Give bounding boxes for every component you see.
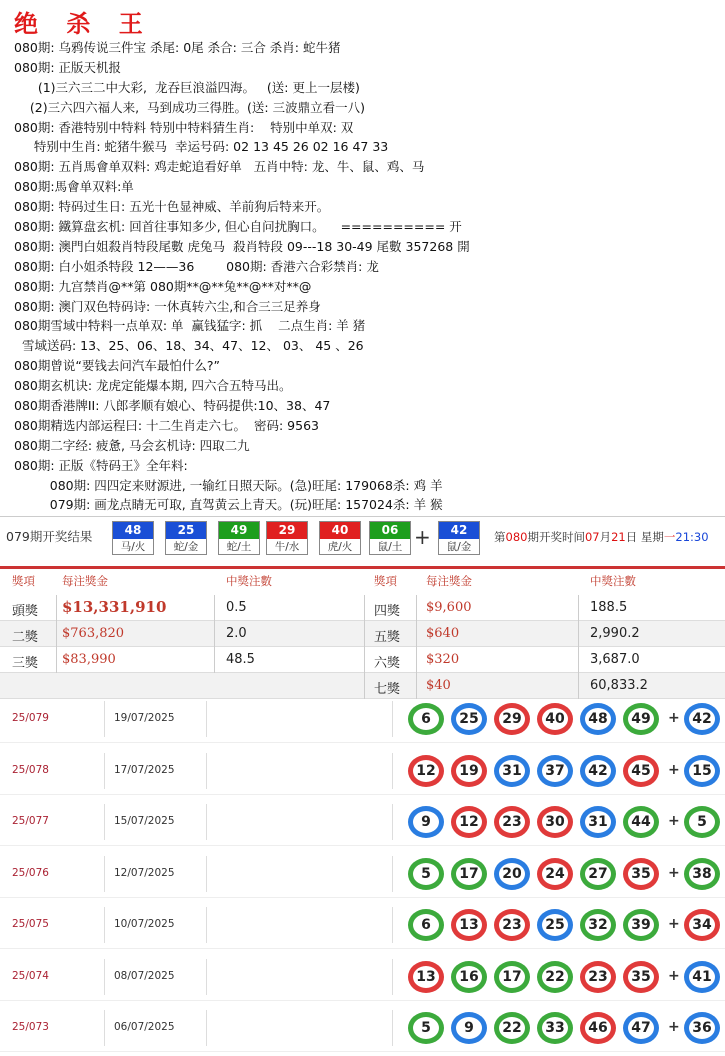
result-special-ball [438,521,480,555]
history-ball: 29 [494,703,530,735]
prediction-line: (2)三六四六福人来, 马到成功三得胜。(送: 三波鼎立看一八) [14,99,365,115]
result-ball-zodiac: 牛/水 [274,541,300,553]
history-ball: 23 [580,961,616,993]
result-ball [266,521,308,555]
prize-count: 0.5 [226,600,247,615]
history-ball: 35 [623,961,659,993]
history-ball: 5 [408,1012,444,1044]
history-issue: 25/074 [12,969,49,982]
result-ball-number: 25 [166,522,206,539]
history-ball: 33 [537,1012,573,1044]
prediction-line: 080期: 澳门双色特码诗: 一休真转六尘,和合三三足养身 [14,298,321,314]
history-ball: 13 [408,961,444,993]
history-row [0,1004,725,1052]
prediction-line: 080期: 九宫禁肖@**第 080期**@**兔**@**对**@ [14,278,312,294]
prediction-line: 080期: 香港特别中特料 特别中特料猜生肖: 特别中单双: 双 [14,119,354,135]
history-ball: 9 [408,806,444,838]
history-special-ball: 34 [684,909,720,941]
prize-header-count: 中獎注數 [226,574,272,588]
history-special-ball: 41 [684,961,720,993]
prediction-line: 080期: 正版《特码王》全年料: [14,457,188,473]
prize-name: 三獎 [12,656,39,671]
history-ball: 31 [494,755,530,787]
result-ball-number: 29 [267,522,307,539]
result-ball-zodiac: 蛇/金 [173,541,199,553]
history-ball: 13 [451,909,487,941]
prediction-line: 080期曾说“要钱去问汽车最怕什么?” [14,358,220,374]
history-ball: 30 [537,806,573,838]
history-date: 15/07/2025 [114,815,175,827]
prize-amount: $320 [426,652,460,667]
history-date: 08/07/2025 [114,969,175,982]
history-date: 06/07/2025 [114,1021,175,1033]
prediction-line: 079期: 画龙点睛无可取, 直驾黄云上青天。(玩)旺尾: 157024杀: 羊 猴 [14,497,443,513]
history-plus-sign: + [668,1019,680,1035]
result-ball [218,521,260,555]
history-ball: 47 [623,1012,659,1044]
history-ball: 12 [408,755,444,787]
history-row [0,901,725,949]
prize-row [0,647,725,673]
prediction-line: 080期雪域中特料一点单双: 单 赢钱猛字: 抓 二点生肖: 羊 猪 [14,318,366,334]
history-ball: 48 [580,703,616,735]
history-plus-sign: + [668,916,680,932]
prize-count: 3,687.0 [590,652,640,667]
prize-name: 五獎 [374,630,401,645]
history-row [0,695,725,743]
prize-count: 60,833.2 [590,678,648,693]
history-ball: 42 [580,755,616,787]
prize-table [0,566,725,697]
result-ball-number: 42 [439,522,479,539]
history-issue: 25/079 [12,712,49,724]
prize-amount: $83,990 [62,652,116,667]
result-ball-number: 48 [113,522,153,539]
history-special-ball: 15 [684,755,720,787]
history-ball: 46 [580,1012,616,1044]
history-ball: 16 [451,961,487,993]
history-ball: 25 [537,909,573,941]
result-ball-zodiac: 蛇/土 [226,541,252,553]
prediction-line: 080期: 澳門白姐殺肖特段尾數 虎兔马 殺肖特段 09---18 30-49 尾數 357268 開 [14,238,470,254]
prediction-line: 080期玄机诀: 龙虎定能爆本期, 四六合五特马出。 [14,378,292,394]
prize-row [0,595,725,621]
history-ball: 32 [580,909,616,941]
result-ball-number: 06 [370,522,410,539]
history-ball: 23 [494,909,530,941]
prize-name: 頭獎 [12,604,39,619]
prediction-line: 雪域送码: 13、25、06、18、34、47、12、 03、 45 、26 [14,338,364,354]
prediction-line: 080期: 白小姐杀特段 12——36 080期: 香港六合彩禁肖: 龙 [14,258,379,274]
prediction-line: 080期: 特码过生日: 五光十色显神威、羊前狗后特来开。 [14,199,330,215]
prize-header-count-right: 中獎注數 [590,574,636,588]
history-ball: 22 [537,961,573,993]
history-plus-sign: + [668,864,680,881]
history-ball: 44 [623,806,659,838]
draw-result-bar [0,516,725,556]
prediction-line: 080期二字经: 疲惫, 马会玄机诗: 四取二九 [14,437,250,453]
history-issue: 25/075 [12,918,49,930]
prediction-line: 特别中生肖: 蛇猪牛猴马 幸运号码: 02 13 45 26 02 16 47 33 [14,139,389,155]
prize-count: 188.5 [590,600,628,615]
prediction-line: 080期: 五肖馬會单双料: 鸡走蛇追看好单 五肖中特: 龙、牛、鼠、鸡、马 [14,159,425,175]
history-plus-sign: + [668,813,680,829]
prediction-line: 080期:馬會单双料:单 [14,179,134,195]
history-special-ball: 5 [684,806,720,838]
prize-amount: $763,820 [62,626,125,641]
history-ball: 17 [451,858,487,890]
history-row [0,747,725,795]
prize-header-amount: 每注獎金 [62,574,108,588]
prize-count: 2.0 [226,626,247,641]
page-title: 绝 杀 王 [14,9,153,38]
history-ball: 17 [494,961,530,993]
draw-result-label: 079期开奖结果 [6,529,93,544]
prediction-line: 080期: 鐵算盘玄机: 回首往事知多少, 但心自问扰胸口。 ========== 开 [14,219,462,235]
history-ball: 40 [537,703,573,735]
prediction-line: 080期: 乌鸦传说三件宝 杀尾: 0尾 杀合: 三合 杀肖: 蛇牛猪 [14,40,341,55]
prize-name: 二獎 [12,630,39,645]
prize-name: 四獎 [374,604,401,619]
history-issue: 25/073 [12,1021,49,1033]
history-ball: 39 [623,909,659,941]
history-ball: 5 [408,858,444,890]
history-special-ball: 42 [684,703,720,735]
history-issue: 25/076 [12,866,49,879]
history-special-ball: 36 [684,1012,720,1044]
prediction-line: 080期: 四四定来财源进, 一输红日照天际。(急)旺尾: 179068杀: 鸡 羊 [14,477,443,493]
result-ball [112,521,154,555]
prediction-text-block [14,38,714,515]
history-ball: 19 [451,755,487,787]
history-ball: 23 [494,806,530,838]
result-ball-number: 49 [219,522,259,539]
next-draw-info: 第080期开奖时间07月21日 星期一21:30 [494,530,709,544]
history-ball: 31 [580,806,616,838]
prize-count: 2,990.2 [590,626,640,641]
prize-header-amount-right: 每注獎金 [426,574,472,588]
history-ball: 9 [451,1012,487,1044]
history-issue: 25/078 [12,763,49,776]
history-date: 19/07/2025 [114,712,175,724]
history-ball: 37 [537,755,573,787]
result-ball-zodiac: 鼠/金 [446,541,472,553]
prize-name: 六獎 [374,656,401,671]
history-date: 10/07/2025 [114,918,175,930]
history-ball: 6 [408,703,444,735]
prize-amount: $13,331,910 [62,598,167,616]
history-ball: 20 [494,858,530,890]
prize-count: 48.5 [226,652,255,667]
prediction-line: 080期香港牌II: 八郎孝顺有娘心、特码提供:10、38、47 [14,398,331,414]
prize-amount: $40 [426,678,451,693]
history-row [0,953,725,1001]
history-row [0,798,725,846]
result-ball [369,521,411,555]
prize-amount: $9,600 [426,600,472,615]
history-plus-sign: + [668,710,680,726]
result-ball-zodiac: 鼠/土 [377,541,403,553]
history-special-ball: 38 [684,858,720,890]
history-ball: 12 [451,806,487,838]
prize-amount: $640 [426,626,460,641]
history-ball: 49 [623,703,659,735]
result-ball-zodiac: 虎/火 [327,541,353,553]
special-plus-sign: + [414,525,431,549]
history-row [0,850,725,898]
history-date: 17/07/2025 [114,763,175,776]
prize-header-name-right: 獎項 [374,574,397,588]
prize-row [0,621,725,647]
history-ball: 25 [451,703,487,735]
prediction-line: (1)三六三二中大彩, 龙吞巨浪溢四海。 (送: 更上一层楼) [14,79,360,95]
history-ball: 24 [537,858,573,890]
history-issue: 25/077 [12,815,49,827]
prize-name: 七獎 [374,682,401,697]
prediction-line: 080期: 正版天机报 [14,59,122,75]
prediction-line: 080期精选内部运程曰: 十二生肖走六七。 密码: 9563 [14,417,319,433]
history-ball: 22 [494,1012,530,1044]
history-ball: 6 [408,909,444,941]
prize-header-name: 獎項 [12,574,35,588]
history-plus-sign: + [668,761,680,778]
history-ball: 45 [623,755,659,787]
result-ball [165,521,207,555]
history-plus-sign: + [668,967,680,984]
result-ball [319,521,361,555]
history-ball: 35 [623,858,659,890]
history-date: 12/07/2025 [114,866,175,879]
history-ball: 27 [580,858,616,890]
result-ball-zodiac: 马/火 [120,541,146,553]
result-ball-number: 40 [320,522,360,539]
